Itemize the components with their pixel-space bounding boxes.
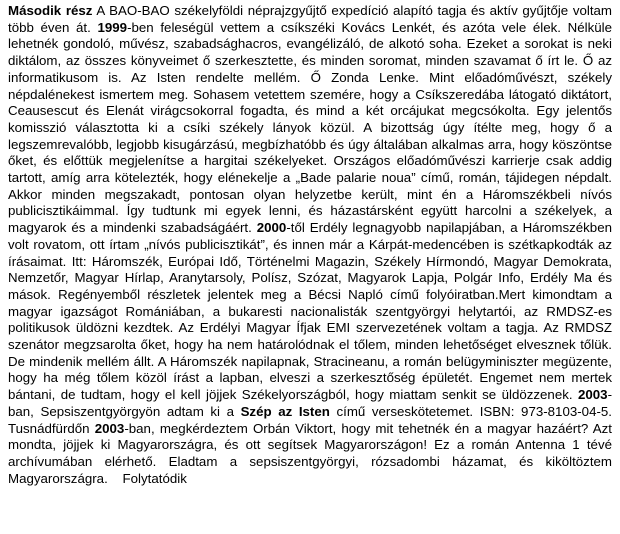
text-run: című verseskötetemet. ISBN: 973-8103-04-5. Tusnádfürdőn (8, 403, 612, 436)
book-title: Szép az Isten (240, 403, 330, 419)
year-2000: 2000 (256, 220, 287, 236)
year-2003: 2003 (577, 387, 608, 403)
year-1999: 1999 (97, 19, 128, 35)
text-run: -ben feleségül vettem a csíkszéki Kovács Lenkét, és azóta vele élek. Nélküle lehetnék gondoló, művész, szabadsághacros, evangélizáló, de alkotó soha. Ezeket a sorokat is neki diktálom, az összes könyveimet ő szerkesztette, és minden soromat, minden szavamat ő írt le. Ő az informatikusom is. Az Isten rendelte mellém. Ő Zonda Lenke. Mint előadóművészt, székely népdalénekest ismertem meg. Sohasem vetettem szemére, hogy a Csíkszeredába látogató diktátort, Ceausescut és Elenát virágcsokorral fogadta, és mind a két orcájukat megcsókolta. Egy jelentős komisszió választotta ki a csíki székely lányok közül. A bizottság úgy ítélte meg, hogy ő a legszemrevalóbb, legjobb kisugárzású, megbízhatóbb és úgy általában alkalmas arra, hogy köszöntse őket, és előttük megjelenítse a hargitai székelyeket. Országos előadóművészi karrierje csak addig tartott, amíg arra kötelezték, hogy elénekelje a „Bade palarie noua” című, román, tájidegen népdalt. Akkor minden megszakadt, pontosan olyan helyzetbe került, mint én a Háromszékbeli nívós publicisztikáimmal. Így tudtunk mi egyek lenni, és házastársként együtt harcolni a székelyek, a magyarok és a mindenki szabadságáért. (8, 19, 613, 236)
continued-label: Folytatódik (107, 470, 187, 486)
section-heading: Második rész (8, 3, 93, 18)
text-run: A BAO-BAO székelyföldi néprajzgyűjtő expedíció alapító tagja és aktív gyűjtője voltam több éven át. (8, 3, 612, 35)
document-page (8, 3, 612, 487)
text-run: -től Erdély legnagyobb napilapjában, a Háromszékben volt rovatom, ott írtam „nívós publicisztikát”, és innen már a Kárpát-medencében is szétkapkodták az írásaimat. Itt: Háromszék, Európai Idő, Történelmi Magazin, Székely Hírmondó, Magyar Demokrata, Nemzetőr, Magyar Hírlap, Aranytarsoly, Polísz, Szózat, Magyarok Lapja, Polgár Info, Erdély Ma és mások. Regényemből részletek jelentek meg a Bécsi Napló című folyóiratban.Mert kimondtam a magyar igazságot Romániában, a bukaresti nacionalisták szentgyörgyi helytartói, az RMDSZ-es politikusok üldözni kezdtek. Az Erdélyi Magyar Ífjak EMI szervezetének voltam a tagja. Az RMDSZ szenátor megzsarolta őket, hogy ha nem határolódnak el tőlem, minden lehetőséget elvesznek tőlük. De mindenik mellém állt. A Háromszék napilapnak, Stracineanu, a román belügyminiszter megüzente, hogy ha még tőlem közöl írást a lapban, elveszi a szerkesztőség épületét. Engemet nem mertek bántani, de tudtam, hogy el kell jöjjek Székelyországból, hogy miattam senkit se üldözzenek. (8, 220, 612, 403)
year-2003-second: 2003 (94, 420, 125, 436)
text-run: -ban, Sepsiszentgyörgyön adtam ki a (8, 387, 612, 419)
text-run: -ban, megkérdeztem Orbán Viktort, hogy mit tehetnék én a magyar hazáért? Azt mondta, jöjjek ki Magyarországra, és ott segítsek Magyarországon! Ez a román Antenna 1 tévé archívumában elérhető. Eladtam a sepsiszentgyörgyi, rózsadombi házamat, és kiköltöztem Magyarországra. (8, 420, 612, 486)
